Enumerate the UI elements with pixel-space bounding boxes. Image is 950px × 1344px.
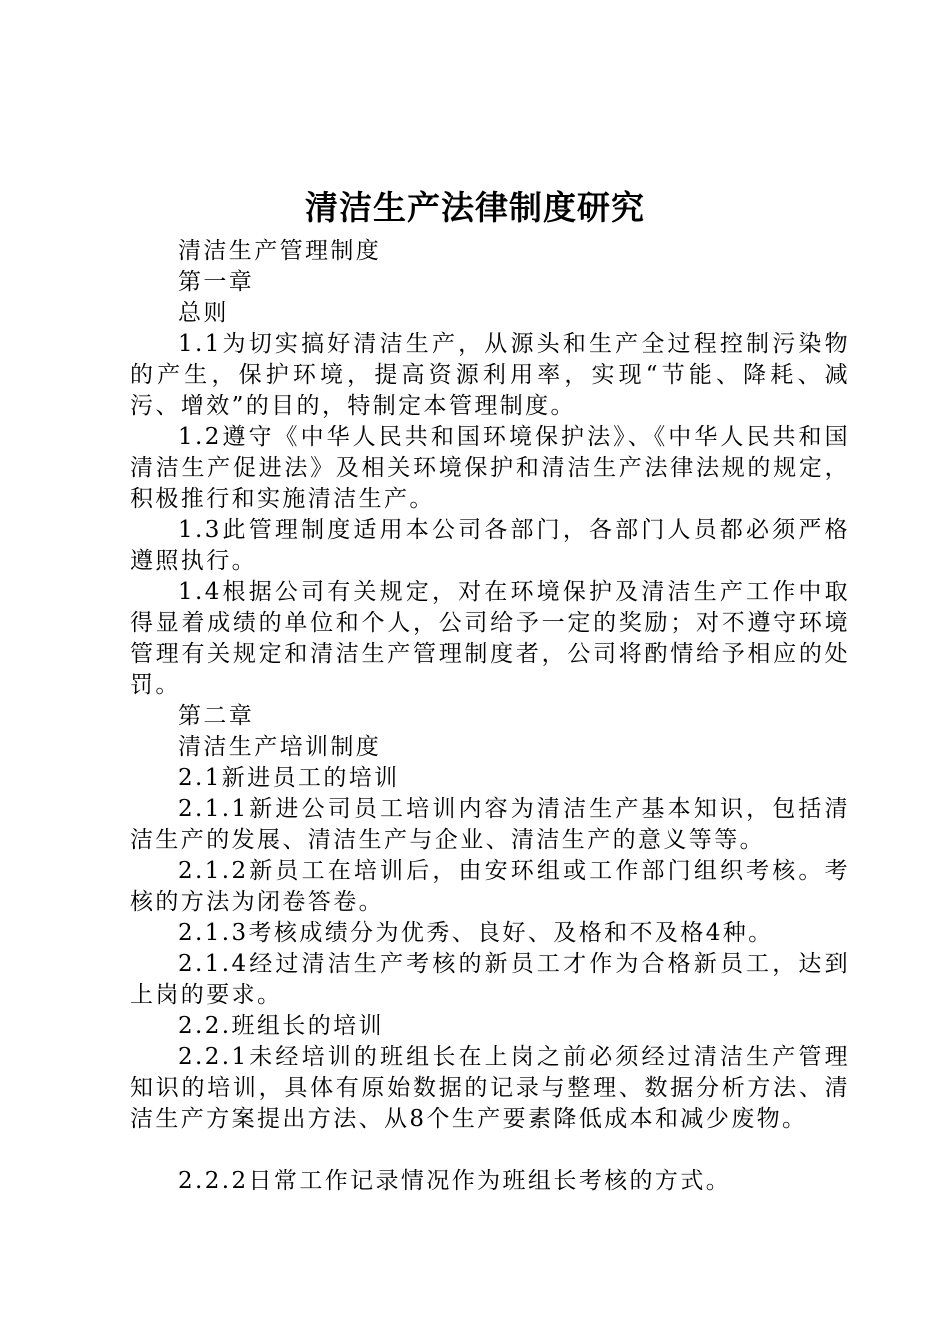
paragraph-heading: 清洁生产管理制度	[178, 238, 382, 264]
document-body	[130, 236, 850, 1197]
section-heading: 2.2.班组长的培训	[178, 1013, 384, 1039]
paragraph: 1.4根据公司有关规定，对在环境保护及清洁生产工作中取得显着成绩的单位和个人，公司给予一定的奖励；对不遵守环境管理有关规定和清洁生产管理制度者，公司将酌情给予相应的处罚。	[130, 579, 850, 698]
chapter-title: 清洁生产培训制度	[178, 734, 382, 760]
paragraph: 2.1.3考核成绩分为优秀、良好、及格和不及格4种。	[178, 920, 774, 946]
chapter-title: 总则	[178, 300, 229, 326]
document-title: 清洁生产法律制度研究	[305, 188, 645, 227]
paragraph: 1.1为切实搞好清洁生产，从源头和生产全过程控制污染物的产生，保护环境，提高资源利用率，实现“节能、降耗、减污、增效”的目的，特制定本管理制度。	[130, 331, 850, 419]
paragraph: 1.3此管理制度适用本公司各部门，各部门人员都必须严格遵照执行。	[130, 517, 850, 574]
chapter-label: 第一章	[178, 269, 255, 295]
paragraph: 2.1.2新员工在培训后，由安环组或工作部门组织考核。考核的方法为闭卷答卷。	[130, 858, 850, 915]
paragraph: 2.2.2日常工作记录情况作为班组长考核的方式。	[178, 1168, 732, 1194]
paragraph: 2.1.4经过清洁生产考核的新员工才作为合格新员工，达到上岗的要求。	[130, 951, 850, 1008]
section-heading: 2.1新进员工的培训	[178, 765, 400, 791]
paragraph: 2.2.1未经培训的班组长在上岗之前必须经过清洁生产管理知识的培训，具体有原始数据的记录与整理、数据分析方法、清洁生产方案提出方法、从8个生产要素降低成本和减少废物。	[130, 1044, 850, 1132]
chapter-label: 第二章	[178, 703, 255, 729]
paragraph: 2.1.1新进公司员工培训内容为清洁生产基本知识，包括清洁生产的发展、清洁生产与企业、清洁生产的意义等等。	[130, 796, 850, 853]
paragraph: 1.2遵守《中华人民共和国环境保护法》、《中华人民共和国清洁生产促进法》及相关环境保护和清洁生产法律法规的规定，积极推行和实施清洁生产。	[130, 424, 850, 512]
